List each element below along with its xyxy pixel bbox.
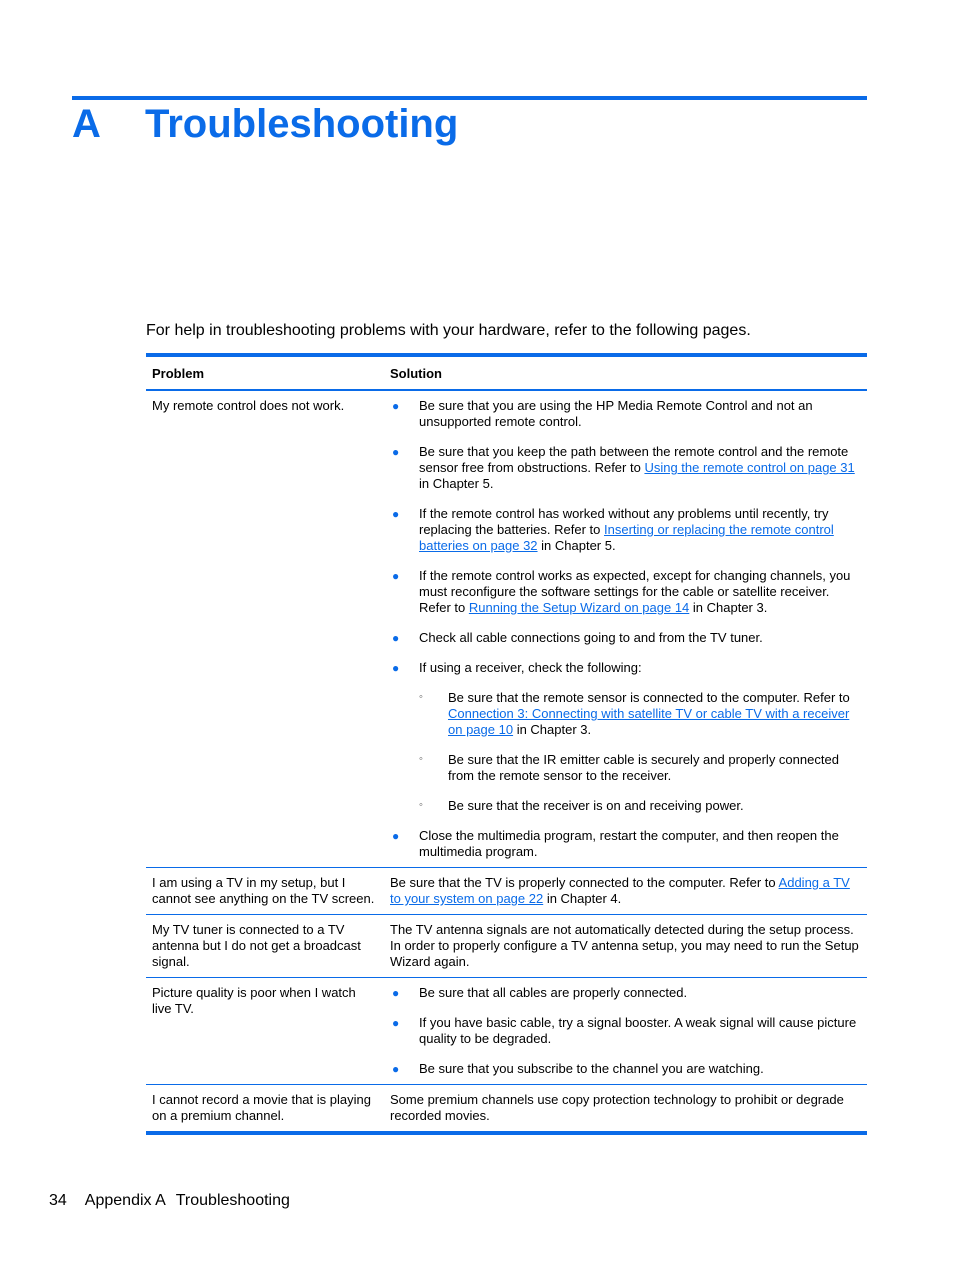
problem-cell: Picture quality is poor when I watch live TV.	[152, 985, 356, 1016]
intro-paragraph: For help in troubleshooting problems with your hardware, refer to the following pages.	[146, 322, 751, 339]
list-item: ● Check all cable connections going to and from the TV tuner.	[392, 630, 763, 645]
bullet-icon: ●	[392, 507, 400, 521]
header-solution: Solution	[390, 365, 442, 381]
header-problem: Problem	[152, 365, 205, 381]
circle-bullet-icon: ◦	[419, 753, 423, 765]
list-item: ● Close the multimedia program, restart the computer, and then reopen the multimedia program.	[392, 828, 839, 859]
bullet-icon: ●	[392, 986, 400, 1000]
list-item: ● If using a receiver, check the following: ◦ Be sure that the remote sensor is connected to the computer. Refer to Connection 3: Connecting with satellite TV or cable TV with a receiver on page 10 in Chapter 3. ◦ Be sure that the IR emitter cable is securely and properly connected from the remote sensor to the receiver. ◦ Be sure that the receiver is on and receiving power.	[390, 660, 863, 814]
list-item: ● If you have basic cable, try a signal booster. A weak signal will cause picture quality to be degraded.	[392, 1015, 857, 1046]
list-item: ● If the remote control works as expected, except for changing channels, you must reconfigure the software settings for the cable or satellite receiver. Refer to Running the Setup Wizard on page 14 in Chapter 3.	[392, 568, 851, 615]
solution-cell	[384, 978, 867, 1084]
problem-cell: My remote control does not work.	[152, 398, 345, 413]
list-item: ● Be sure that you subscribe to the channel you are watching.	[392, 1061, 764, 1076]
bullet-icon: ●	[392, 829, 400, 843]
chapter-letter: A	[72, 102, 101, 146]
solution-list	[390, 985, 863, 1077]
solution-cell: The TV antenna signals are not automatically detected during the setup process. In order to properly configure a TV antenna setup, you may need to run the Setup Wizard again.	[390, 922, 859, 969]
bullet-icon: ●	[392, 631, 400, 645]
table-row	[146, 914, 867, 977]
sub-list	[419, 690, 863, 814]
solution-cell: Be sure that the TV is properly connected to the computer. Refer to Adding a TV to your system on page 22 in Chapter 4.	[390, 875, 850, 906]
link-batteries[interactable]: Inserting or replacing the remote control batteries on page 32	[419, 522, 834, 553]
problem-cell: My TV tuner is connected to a TV antenna but I do not get a broadcast signal.	[152, 922, 361, 969]
problem-cell: I am using a TV in my setup, but I cannot see anything on the TV screen.	[152, 875, 375, 906]
list-item: ● Be sure that all cables are properly connected.	[392, 985, 688, 1000]
footer-appendix-label: Appendix A	[84, 1192, 166, 1209]
table-row	[146, 391, 867, 867]
page-number: 34	[49, 1192, 67, 1209]
sub-list-item: ◦ Be sure that the receiver is on and receiving power.	[419, 798, 744, 813]
link-connection-3[interactable]: Connection 3: Connecting with satellite TV or cable TV with a receiver on page 10	[448, 706, 850, 737]
footer-title: Troubleshooting	[175, 1192, 290, 1209]
table-row	[146, 1084, 867, 1131]
bullet-icon: ●	[392, 569, 400, 583]
bullet-icon: ●	[392, 661, 400, 675]
solution-cell: Some premium channels use copy protection technology to prohibit or degrade recorded movies.	[390, 1092, 844, 1123]
circle-bullet-icon: ◦	[419, 799, 423, 811]
list-item: ● If the remote control has worked without any problems until recently, try replacing the batteries. Refer to Inserting or replacing the remote control batteries on page 32 in Chapter 5.	[392, 506, 834, 553]
page-footer	[49, 1191, 308, 1211]
table-header	[146, 357, 867, 391]
bullet-icon: ●	[392, 445, 400, 459]
problem-cell: I cannot record a movie that is playing on a premium channel.	[152, 1092, 371, 1123]
sub-list-item: ◦ Be sure that the remote sensor is connected to the computer. Refer to Connection 3: Connecting with satellite TV or cable TV with a receiver on page 10 in Chapter 3.	[419, 690, 850, 737]
bullet-icon: ●	[392, 1016, 400, 1030]
table-row	[146, 867, 867, 914]
troubleshooting-table	[146, 353, 867, 1135]
solution-cell	[384, 391, 867, 867]
sub-list-item: ◦ Be sure that the IR emitter cable is securely and properly connected from the remote sensor to the receiver.	[419, 752, 839, 783]
solution-list	[390, 398, 863, 860]
bullet-icon: ●	[392, 399, 400, 413]
table-row	[146, 977, 867, 1084]
link-adding-tv[interactable]: Adding a TV to your system on page 22	[390, 875, 850, 906]
link-remote-control[interactable]: Using the remote control on page 31	[644, 460, 855, 475]
list-item: ● Be sure that you keep the path between the remote control and the remote sensor free from obstructions. Refer to Using the remote control on page 31 in Chapter 5.	[392, 444, 855, 491]
link-setup-wizard[interactable]: Running the Setup Wizard on page 14	[468, 600, 690, 615]
chapter-title: Troubleshooting	[145, 102, 459, 146]
list-item: ● Be sure that you are using the HP Media Remote Control and not an unsupported remote control.	[392, 398, 813, 429]
bullet-icon: ●	[392, 1062, 400, 1076]
circle-bullet-icon: ◦	[419, 691, 423, 703]
